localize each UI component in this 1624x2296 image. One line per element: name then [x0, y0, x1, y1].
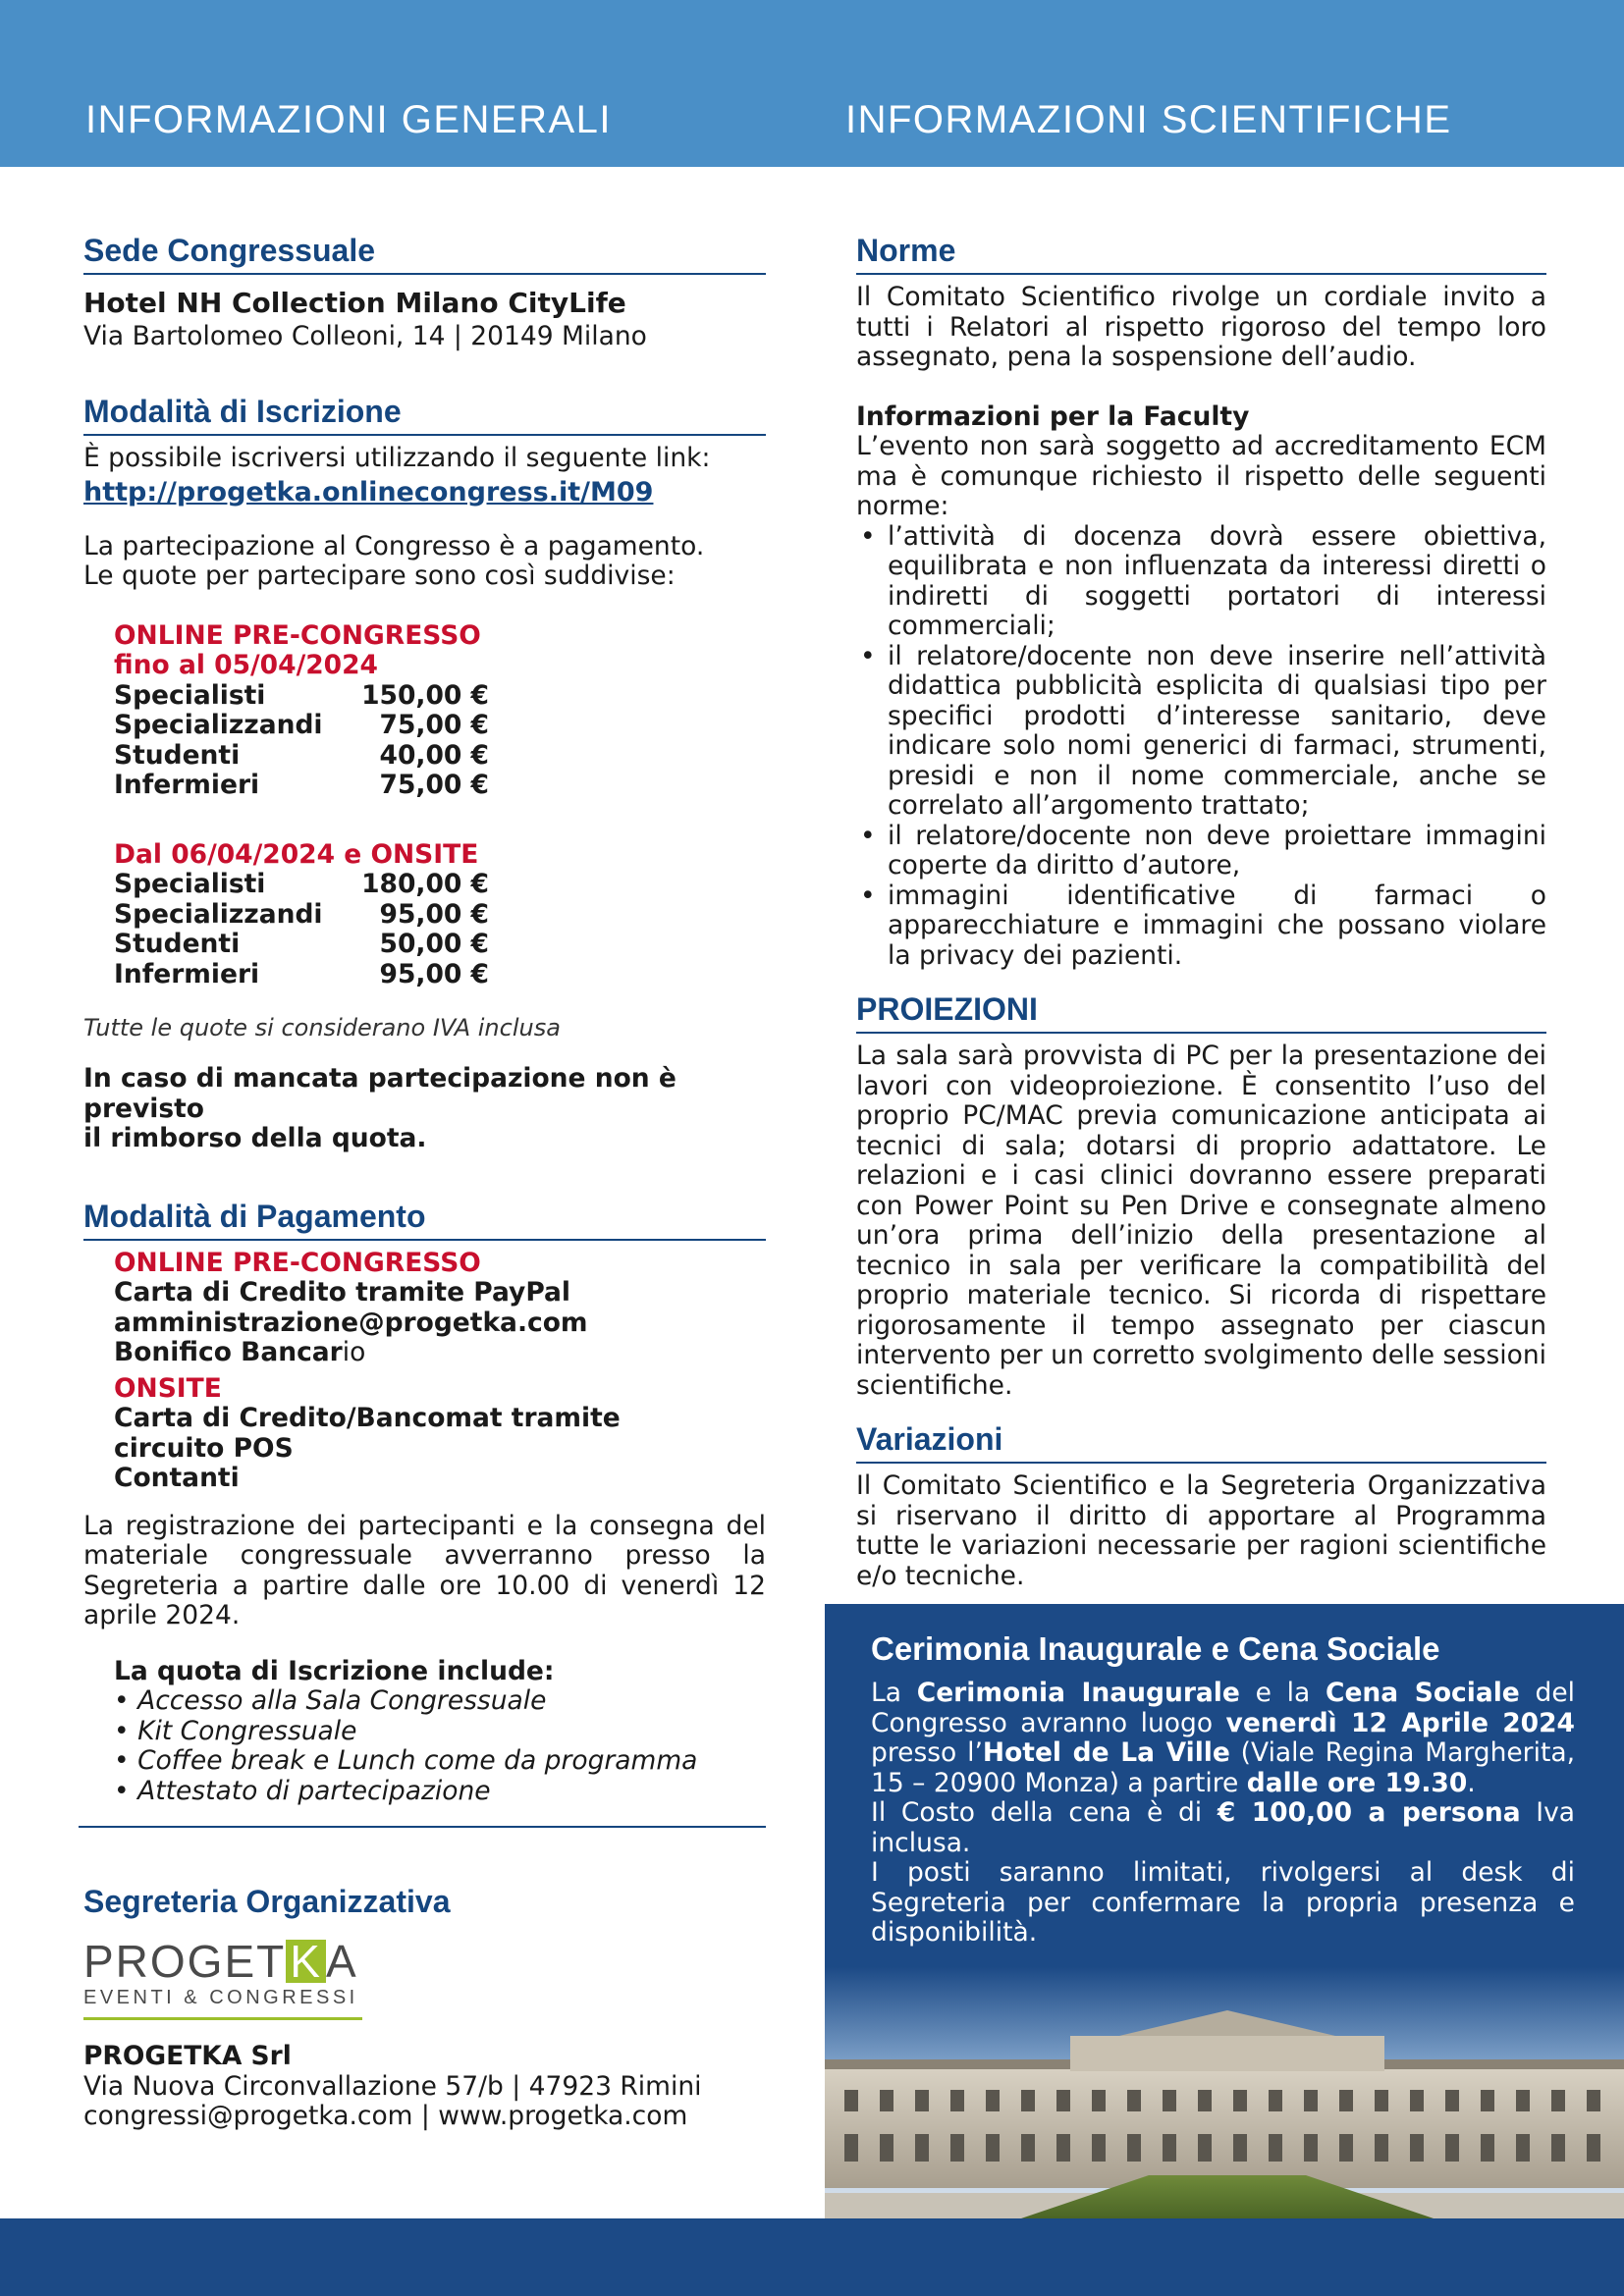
- fee-row: [114, 960, 489, 990]
- company-contacts: congressi@progetka.com | www.progetka.com: [83, 2101, 688, 2131]
- fee-row: [114, 930, 489, 960]
- variations-title: Variazioni: [856, 1420, 1546, 1464]
- fee-text-1: La partecipazione al Congresso è a pagamento.: [83, 530, 705, 561]
- registration-intro: È possibile iscriversi utilizzando il seguente link:: [83, 443, 711, 473]
- payment-onsite-title: ONSITE: [114, 1372, 222, 1404]
- fee-label: Specialisti: [114, 679, 266, 711]
- gala-cost: Il Costo della cena è di € 100,00 a persona Iva inclusa.: [871, 1797, 1575, 1858]
- list-item: • l’attività di docenza dovrà essere obiettiva, equilibrata e non influenzata da interessi diretti o indiretti di soggetti portatori di interessi commerciali;: [856, 522, 1546, 642]
- villa-reale-illustration: [825, 1967, 1624, 2218]
- fee-label: Infermieri: [114, 958, 260, 989]
- gala-title: Cerimonia Inaugurale e Cena Sociale: [871, 1630, 1440, 1667]
- list-item: • Accesso alla Sala Congressuale: [114, 1686, 766, 1717]
- fee-label: Studenti: [114, 739, 241, 771]
- fee-group-online: [114, 621, 766, 801]
- company-name: PROGETKA Srl: [83, 2041, 292, 2071]
- gala-details: La Cerimonia Inaugurale e la Cena Sociale del Congresso avranno luogo venerdì 12 Aprile 2024 presso l’Hotel de La Ville (Viale Regina Margherita, 15 – 20900 Monza) a partire dalle ore 19.30.: [871, 1678, 1576, 1798]
- fee-row: [114, 870, 489, 900]
- payment-onsite: [114, 1374, 766, 1494]
- company-address: Via Nuova Circonvallazione 57/b | 47923 Rimini: [83, 2070, 702, 2102]
- fee-group-onsite-title: Dal 06/04/2024 e ONSITE: [114, 838, 479, 870]
- venue-address: Via Bartolomeo Colleoni, 14 | 20149 Milano: [83, 321, 647, 351]
- gala-dinner-box: [825, 1604, 1624, 2218]
- venue-title: Sede Congressuale: [83, 232, 766, 275]
- secretariat-title: Segreteria Organizzativa: [83, 1884, 451, 1919]
- scientific-info-heading: INFORMAZIONI SCIENTIFICHE: [845, 98, 1452, 141]
- vat-note: Tutte le quote si considerano IVA inclusa: [83, 1014, 561, 1041]
- fee-row: [114, 711, 489, 741]
- payment-online-title: ONLINE PRE-CONGRESSO: [114, 1247, 481, 1278]
- fee-label: Infermieri: [114, 770, 260, 800]
- payment-card: Carta di Credito/Bancomat tramite: [114, 1403, 621, 1433]
- venue-hotel: Hotel NH Collection Milano CityLife: [83, 287, 626, 319]
- gala-seats: I posti saranno limitati, rivolgersi al desk di Segreteria per confermare la propria presenza e disponibilità.: [871, 1857, 1575, 1948]
- fee-row: [114, 771, 489, 801]
- fee-price: 40,00 €: [379, 739, 489, 771]
- payment-online: [114, 1249, 766, 1368]
- fee-label: Specialisti: [114, 869, 266, 899]
- payment-cash: Contanti: [114, 1463, 240, 1493]
- left-column: [83, 232, 766, 2132]
- fee-price: 50,00 €: [379, 929, 489, 959]
- fee-includes-list: [114, 1686, 766, 1806]
- payment-email: amministrazione@progetka.com: [114, 1307, 588, 1338]
- refund-warning-1: In caso di mancata partecipazione non è previsto: [83, 1063, 677, 1124]
- divider: [79, 1826, 766, 1828]
- faculty-rules-list: [856, 522, 1546, 972]
- fee-group-onsite: [114, 840, 766, 990]
- faculty-text: L’evento non sarà soggetto ad accreditamento ECM ma è comunque richiesto il rispetto delle seguenti norme:: [856, 431, 1546, 521]
- list-item: • Kit Congressuale: [114, 1717, 766, 1747]
- list-item: • il relatore/docente non deve proiettare immagini coperte da diritto d’autore,: [856, 822, 1546, 881]
- fee-includes: [114, 1657, 766, 1807]
- list-item: • Coffee break e Lunch come da programma: [114, 1746, 766, 1777]
- fee-text-2: Le quote per partecipare sono così suddivise:: [83, 561, 676, 591]
- faculty-title: Informazioni per la Faculty: [856, 400, 1250, 432]
- variations-text: Il Comitato Scientifico e la Segreteria Organizzativa si riservano il diritto di apportare al Programma tutte le variazioni necessarie per ragioni scientifiche e/o tecniche.: [856, 1470, 1546, 1591]
- right-column: [856, 232, 1546, 1591]
- list-item: • Attestato di partecipazione: [114, 1777, 766, 1807]
- fee-group-online-title: ONLINE PRE-CONGRESSO: [114, 619, 481, 651]
- payment-pos: circuito POS: [114, 1432, 294, 1464]
- fee-row: [114, 741, 489, 772]
- registration-desk-text: La registrazione dei partecipanti e la consegna del materiale congressuale avverranno presso la Segreteria a partire dalle ore 10.00 di venerdì 12 aprile 2024.: [83, 1510, 766, 1630]
- fee-price: 75,00 €: [379, 770, 489, 800]
- list-item: • immagini identificative di farmaci o apparecchiature e immagini che possano violare la privacy dei pazienti.: [856, 881, 1546, 972]
- general-info-heading: INFORMAZIONI GENERALI: [85, 98, 612, 141]
- payment-paypal: Carta di Credito tramite PayPal: [114, 1277, 571, 1308]
- list-item: • il relatore/docente non deve inserire nell’attività didattica pubblicità esplicita di qualsiasi tipo per specifici prodotti d’interesse sanitario, deve indicare solo nomi generici di farmaci, strumenti, presidi e non il nome commerciale, anche se correlato all’argomento trattato;: [856, 642, 1546, 822]
- footer-band: [0, 2218, 1624, 2296]
- fee-includes-title: La quota di Iscrizione include:: [114, 1655, 555, 1686]
- rules-text: Il Comitato Scientifico rivolge un cordiale invito a tutti i Relatori al rispetto rigoroso del tempo loro assegnato, pena la sospensione dell’audio.: [856, 282, 1546, 372]
- fee-price: 75,00 €: [379, 710, 489, 740]
- fee-label: Specializzandi: [114, 898, 323, 930]
- payment-title: Modalità di Pagamento: [83, 1198, 766, 1241]
- projections-title: PROIEZIONI: [856, 990, 1546, 1034]
- fee-label: Specializzandi: [114, 710, 323, 740]
- refund-warning-2: il rimborso della quota.: [83, 1123, 427, 1153]
- projections-text: La sala sarà provvista di PC per la presentazione dei lavori con videoproiezione. È consentito l’uso del proprio PC/MAC previa comunicazione anticipata ai tecnici di sala; dotarsi di proprio adattatore. Le relazioni e i casi clinici dovranno essere preparati con Power Point su Pen Drive e consegnate almeno un’ora prima dell’inizio della presentazione al tecnico in sala per verificare la compatibilità del proprio materiale tecnico. Si ricorda di rispettare rigorosamente il tempo assegnato per ciascun intervento per un corretto svolgimento delle sessioni scientifiche.: [856, 1041, 1546, 1401]
- fee-label: Studenti: [114, 929, 241, 959]
- registration-link[interactable]: http://progetka.onlinecongress.it/M09: [83, 476, 654, 507]
- progetka-logo: PROGETKA EVENTI & CONGRESSI: [83, 1938, 766, 2020]
- fee-price: 95,00 €: [379, 898, 489, 930]
- fee-group-online-deadline: fino al 05/04/2024: [114, 650, 378, 680]
- fee-price: 180,00 €: [361, 869, 489, 899]
- fee-row: [114, 900, 489, 931]
- fee-price: 150,00 €: [361, 679, 489, 711]
- fee-row: [114, 681, 489, 712]
- rules-title: Norme: [856, 232, 1546, 275]
- fee-price: 95,00 €: [379, 958, 489, 989]
- registration-title: Modalità di Iscrizione: [83, 393, 766, 436]
- payment-bank: Bonifico Bancario: [114, 1337, 366, 1367]
